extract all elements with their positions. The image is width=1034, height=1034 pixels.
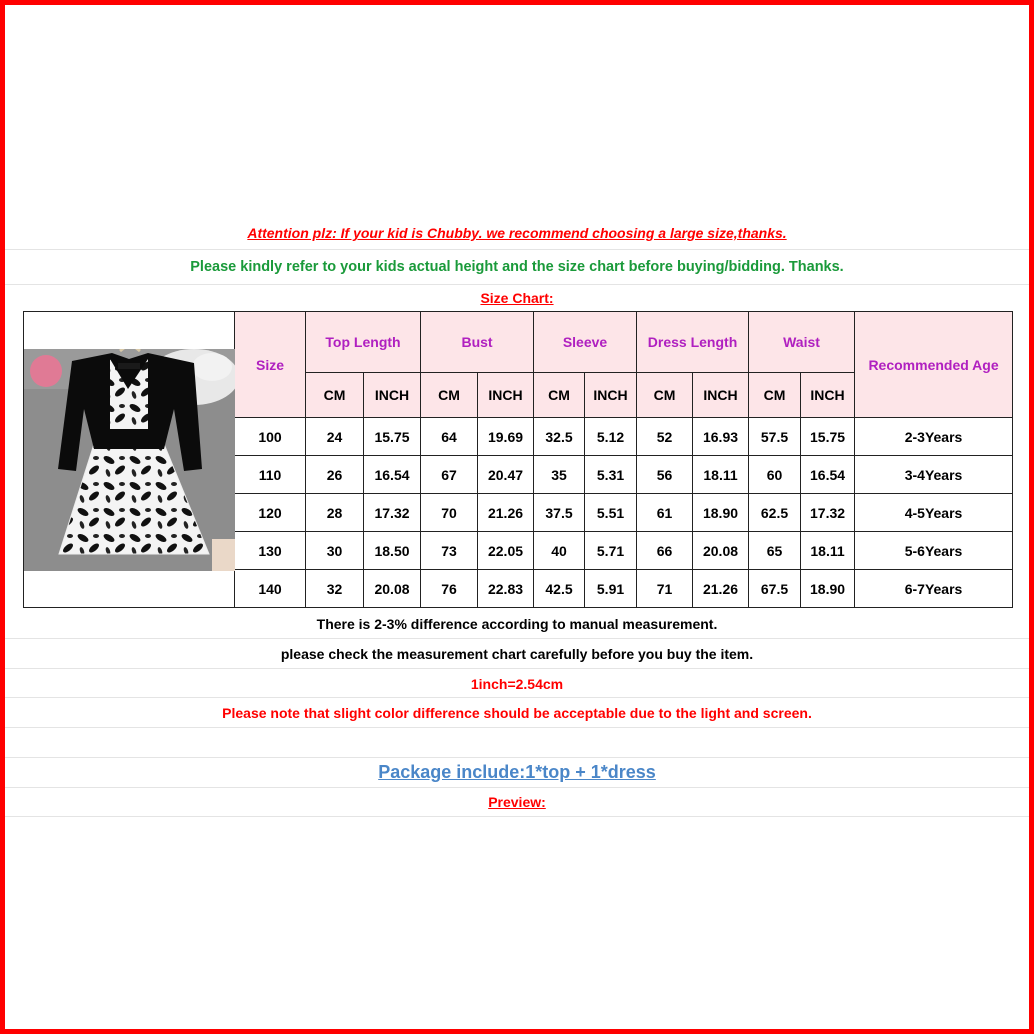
divider [5,787,1029,788]
table-cell: 6-7Years [855,570,1013,608]
table-cell: 28 [306,494,364,532]
unit-header: CM [534,373,585,418]
unit-header: CM [306,373,364,418]
table-cell: 65 [749,532,801,570]
table-cell: 64 [421,418,478,456]
table-cell: 17.32 [364,494,421,532]
table-cell: 42.5 [534,570,585,608]
package-include-link[interactable]: Package include:1*top + 1*dress [378,762,656,782]
table-cell: 15.75 [364,418,421,456]
table-cell: 76 [421,570,478,608]
product-image-cell [24,312,235,608]
table-cell: 5.51 [585,494,637,532]
table-cell: 2-3Years [855,418,1013,456]
table-cell: 5-6Years [855,532,1013,570]
table-cell: 66 [637,532,693,570]
table-cell: 5.31 [585,456,637,494]
group-header-bust: Bust [421,312,534,373]
preview-label: Preview: [488,794,546,810]
table-cell: 16.93 [693,418,749,456]
table-cell: 56 [637,456,693,494]
table-cell: 15.75 [801,418,855,456]
table-cell: 71 [637,570,693,608]
table-cell: 140 [235,570,306,608]
table-cell: 22.05 [478,532,534,570]
conversion-note: 1inch=2.54cm [470,676,564,692]
divider [5,249,1029,250]
measurement-difference-note: There is 2-3% difference according to manual measurement. [316,616,718,632]
table-cell: 5.12 [585,418,637,456]
table-cell: 26 [306,456,364,494]
divider [5,816,1029,817]
table-cell: 21.26 [693,570,749,608]
table-cell: 19.69 [478,418,534,456]
table-cell: 32 [306,570,364,608]
table-cell: 18.11 [801,532,855,570]
table-cell: 17.32 [801,494,855,532]
table-cell: 57.5 [749,418,801,456]
unit-header: CM [421,373,478,418]
group-header-dress-length: Dress Length [637,312,749,373]
group-header-waist: Waist [749,312,855,373]
divider [5,697,1029,698]
table-cell: 73 [421,532,478,570]
table-cell: 62.5 [749,494,801,532]
size-chart-label: Size Chart: [480,290,554,306]
dress-illustration [24,349,235,571]
divider [5,638,1029,639]
table-cell: 20.47 [478,456,534,494]
table-cell: 24 [306,418,364,456]
unit-header: INCH [364,373,421,418]
table-cell: 20.08 [364,570,421,608]
table-cell: 3-4Years [855,456,1013,494]
table-cell: 18.50 [364,532,421,570]
table-cell: 21.26 [478,494,534,532]
table-cell: 61 [637,494,693,532]
table-cell: 18.90 [801,570,855,608]
divider [5,727,1029,728]
group-header-top-length: Top Length [306,312,421,373]
table-cell: 22.83 [478,570,534,608]
table-cell: 5.91 [585,570,637,608]
unit-header: INCH [693,373,749,418]
color-difference-note: Please note that slight color difference should be acceptable due to the light and screen. [222,705,812,721]
table-cell: 100 [235,418,306,456]
table-cell: 32.5 [534,418,585,456]
table-cell: 67 [421,456,478,494]
table-cell: 35 [534,456,585,494]
table-cell: 40 [534,532,585,570]
divider [5,668,1029,669]
table-cell: 18.90 [693,494,749,532]
table-cell: 60 [749,456,801,494]
unit-header: CM [637,373,693,418]
size-chart-table [23,311,1013,608]
refer-note: Please kindly refer to your kids actual height and the size chart before buying/bidding. Thanks. [190,259,844,275]
table-cell: 67.5 [749,570,801,608]
divider [5,284,1029,285]
check-chart-note: please check the measurement chart carefully before you buy the item. [280,646,754,662]
size-header: Size [235,312,306,418]
product-photo [24,349,235,571]
divider [5,757,1029,758]
table-cell: 70 [421,494,478,532]
table-cell: 4-5Years [855,494,1013,532]
group-header-sleeve: Sleeve [534,312,637,373]
table-cell: 130 [235,532,306,570]
table-cell: 110 [235,456,306,494]
unit-header: INCH [801,373,855,418]
unit-header: CM [749,373,801,418]
recommended-age-header: Recommended Age [855,312,1013,418]
table-cell: 30 [306,532,364,570]
table-cell: 37.5 [534,494,585,532]
unit-header: INCH [585,373,637,418]
table-cell: 52 [637,418,693,456]
attention-note: Attention plz: If your kid is Chubby. we recommend choosing a large size,thanks. [247,225,787,241]
table-cell: 120 [235,494,306,532]
table-cell: 20.08 [693,532,749,570]
unit-header: INCH [478,373,534,418]
table-cell: 16.54 [801,456,855,494]
table-cell: 16.54 [364,456,421,494]
table-cell: 18.11 [693,456,749,494]
table-cell: 5.71 [585,532,637,570]
